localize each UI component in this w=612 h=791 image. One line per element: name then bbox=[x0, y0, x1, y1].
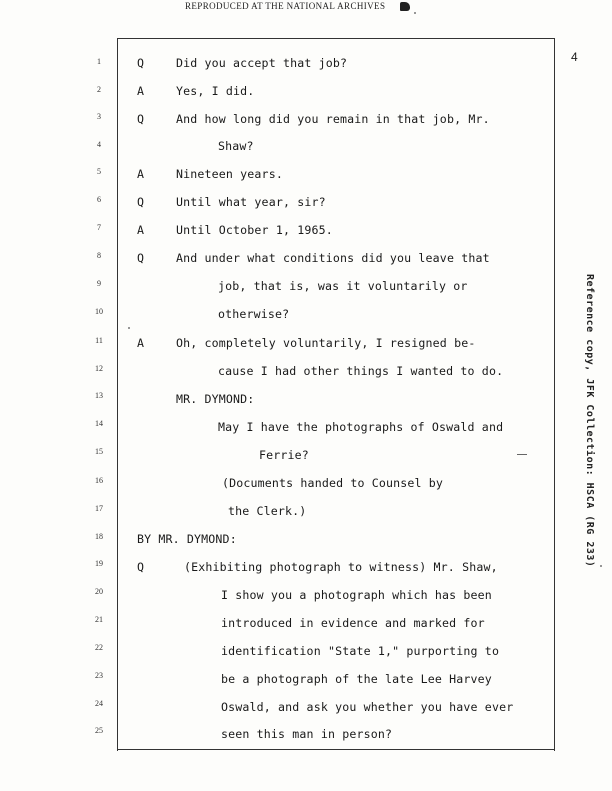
transcript-line: Oh, completely voluntarily, I resigned be- bbox=[176, 336, 476, 350]
transcript-line: Ferrie? bbox=[259, 448, 309, 462]
line-number: 21 bbox=[95, 615, 103, 624]
line-number: 22 bbox=[95, 643, 103, 652]
line-number: 9 bbox=[97, 279, 101, 288]
transcript-line: Nineteen years. bbox=[176, 167, 283, 181]
transcript-line: job, that is, was it voluntarily or bbox=[218, 279, 468, 293]
line-number: 8 bbox=[97, 251, 101, 260]
line-number: 12 bbox=[95, 364, 103, 373]
line-number: 3 bbox=[97, 112, 101, 121]
line-number: 18 bbox=[95, 532, 103, 541]
transcript-line: I show you a photograph which has been bbox=[221, 588, 492, 602]
speaker-marker: Q bbox=[137, 56, 144, 70]
line-number: 15 bbox=[95, 447, 103, 456]
speaker-marker: Q bbox=[137, 251, 144, 265]
line-number: 25 bbox=[95, 726, 103, 735]
transcript-line: otherwise? bbox=[218, 307, 290, 321]
transcript-line: Shaw? bbox=[218, 139, 254, 153]
scan-speck bbox=[600, 565, 602, 567]
transcript-line: seen this man in person? bbox=[221, 727, 393, 741]
speaker-marker: A bbox=[137, 336, 144, 350]
transcript-line: And under what conditions did you leave that bbox=[176, 251, 490, 265]
scan-speck bbox=[517, 454, 527, 455]
archive-stamp-mark-icon bbox=[400, 2, 410, 11]
line-number: 13 bbox=[95, 391, 103, 400]
transcript-line: And how long did you remain in that job, Mr. bbox=[176, 112, 490, 126]
speaker-marker: A bbox=[137, 167, 144, 181]
page-number: 4 bbox=[571, 50, 578, 64]
transcript-line: the Clerk.) bbox=[228, 504, 307, 518]
line-number: 7 bbox=[97, 223, 101, 232]
line-number: 4 bbox=[97, 140, 101, 149]
transcript-line: (Exhibiting photograph to witness) Mr. Shaw, bbox=[184, 560, 498, 574]
transcript-frame-bottom-rule bbox=[117, 749, 555, 750]
line-number: 24 bbox=[95, 699, 103, 708]
line-number: 20 bbox=[95, 587, 103, 596]
line-number: 10 bbox=[95, 307, 103, 316]
line-number: 1 bbox=[97, 57, 101, 66]
scan-speck bbox=[128, 327, 130, 329]
transcript-line: introduced in evidence and marked for bbox=[221, 616, 485, 630]
transcript-line: Until what year, sir? bbox=[176, 195, 326, 209]
transcript-line: May I have the photographs of Oswald and bbox=[218, 420, 504, 434]
transcript-line: (Documents handed to Counsel by bbox=[222, 476, 444, 490]
speaker-marker: A bbox=[137, 84, 144, 98]
line-number: 14 bbox=[95, 419, 103, 428]
speaker-marker: Q bbox=[137, 112, 144, 126]
line-number: 11 bbox=[95, 336, 103, 345]
line-number: 2 bbox=[97, 85, 101, 94]
transcript-line: be a photograph of the late Lee Harvey bbox=[221, 672, 492, 686]
transcript-line: cause I had other things I wanted to do. bbox=[218, 364, 504, 378]
line-number: 6 bbox=[97, 195, 101, 204]
transcript-line: Until October 1, 1965. bbox=[176, 223, 333, 237]
transcript-line: MR. DYMOND: bbox=[176, 392, 255, 406]
archive-stamp: REPRODUCED AT THE NATIONAL ARCHIVES bbox=[185, 1, 386, 11]
line-number: 17 bbox=[95, 504, 103, 513]
speaker-marker: Q bbox=[137, 195, 144, 209]
scan-speck bbox=[414, 12, 416, 14]
transcript-line: Did you accept that job? bbox=[176, 56, 348, 70]
transcript-line: Oswald, and ask you whether you have ever bbox=[221, 700, 514, 714]
line-number: 23 bbox=[95, 671, 103, 680]
line-number: 16 bbox=[95, 476, 103, 485]
speaker-marker: A bbox=[137, 223, 144, 237]
transcript-line: identification "State 1," purporting to bbox=[221, 644, 500, 658]
transcript-line: BY MR. DYMOND: bbox=[137, 532, 237, 546]
speaker-marker: Q bbox=[137, 560, 144, 574]
line-number: 19 bbox=[95, 559, 103, 568]
reference-copy-note: Reference copy, JFK Collection: HSCA (RG 233) bbox=[584, 274, 595, 568]
line-number: 5 bbox=[97, 167, 101, 176]
transcript-line: Yes, I did. bbox=[176, 84, 255, 98]
